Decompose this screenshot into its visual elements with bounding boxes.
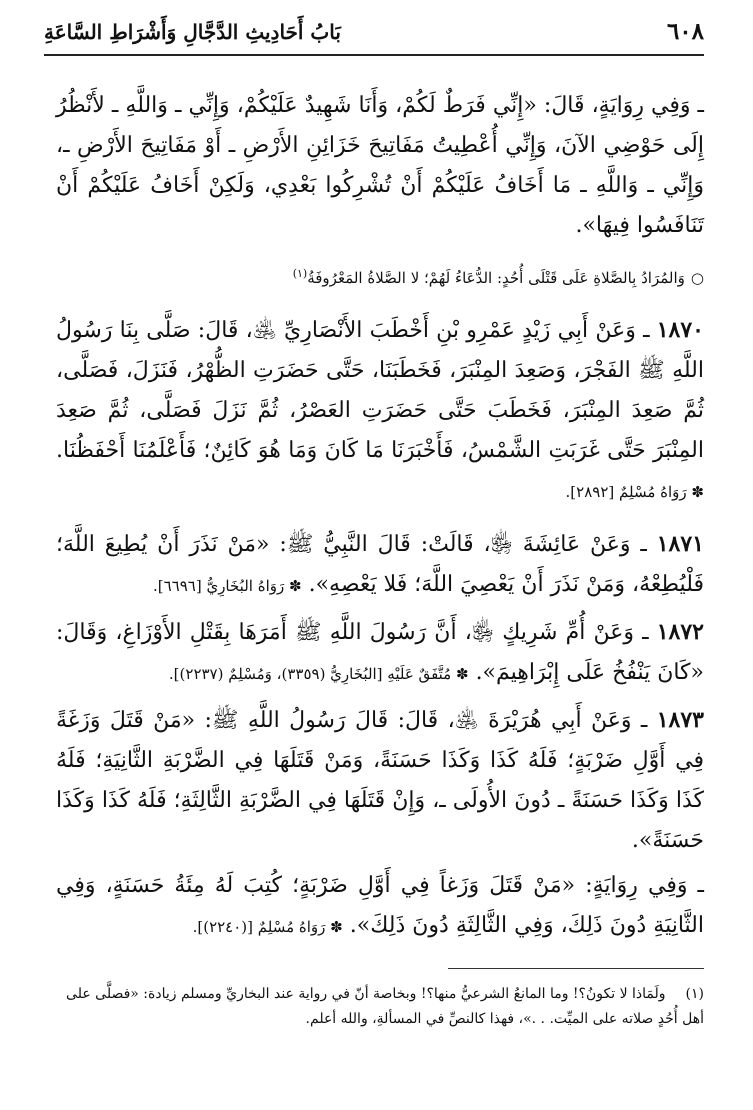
hadith-text: ـ وَعَنْ أَبِي زَيْدٍ عَمْرِو بْنِ أَخْطَبَ الأَنْصَارِيِّ ﵁، قَالَ: صَلَّى بِنَا رَسُولُ اللَّهِ ﷺ الفَجْرَ، وَصَعِدَ المِنْبَرَ، فَخَطَبَنَا، حَتَّى حَضَرَتِ الظُّهْرُ، فَنَزَلَ، فَصَلَّى، ثُمَّ صَعِدَ المِنْبَرَ، فَخَطَبَ حَتَّى حَضَرَتِ العَصْرُ، ثُمَّ نَزَلَ فَصَلَّى، ثُمَّ صَعِدَ المِنْبَرَ حَتَّى غَرَبَتِ الشَّمْسُ، فَأَخْبَرَنَا مَا كَانَ وَمَا هُوَ كَائِنٌ؛ فَأَعْلَمُنَا أَحْفَظُنَا.	[56, 318, 704, 463]
chapter-title: بَابُ أَحَادِيثِ الدَّجَّالِ وَأَشْرَاطِ السَّاعَةِ	[44, 20, 341, 44]
hadith-source: ✽ رَوَاهُ مُسْلِمٌ [٢٨٩٢].	[565, 483, 704, 501]
hadith-source: ✽ رَوَاهُ البُخَارِيُّ [٦٦٩٦].	[152, 577, 302, 595]
page-header	[44, 18, 704, 56]
footnote-divider	[448, 968, 704, 969]
note-text: وَالمُرَادُ بِالصَّلاةِ عَلَى قَتْلَى أُحُدٍ: الدُّعَاءُ لَهُمْ؛ لا الصَّلاةُ المَعْرُوفَةُ	[307, 269, 685, 287]
hadith-number: ١٨٧١	[656, 531, 704, 557]
hadith-source: ✽ مُتَّفَقٌ عَلَيْهِ [البُخَارِيُّ (٣٣٥٩)، وَمُسْلِمٌ (٢٢٣٧)].	[168, 665, 469, 683]
hadith-1873	[56, 700, 704, 861]
riwaya-2-source: ✽ رَوَاهُ مُسْلِمٌ [(٢٢٤٠)].	[192, 918, 343, 936]
footnote-text: ولَمَاذا لا تكونُ؟! وما المانعُ الشرعيُّ منها؟! وبخاصة أنّ في رواية عند البخاريِّ ومسلم زيادة: «فصلَّى على أهل أُحُدٍ صلاته على الميِّت. . .»، فهذا كالنصِّ في المسألةِ، والله أعلم.	[66, 986, 704, 1027]
footnote-ref: (١)	[292, 267, 308, 280]
hadith-number: ١٨٧٣	[656, 707, 704, 733]
circle-bullet-icon: ○	[690, 269, 704, 287]
hadith-number: ١٨٧٢	[656, 619, 704, 645]
footnote-marker: (١)	[685, 986, 704, 1002]
hadith-text: ـ وَعَنْ عَائِشَةَ ﵂، قَالَتْ: قَالَ النَّبِيُّ ﷺ: «مَنْ نَذَرَ أَنْ يُطِيعَ اللَّهَ؛ فَلْيُطِعْهُ، وَمَنْ نَذَرَ أَنْ يَعْصِيَ اللَّهَ؛ فَلا يَعْصِهِ».	[56, 532, 704, 597]
hadith-1871	[56, 524, 704, 606]
riwaya-text: ـ وَفِي رِوَايَةٍ، قَالَ: «إِنِّي فَرَطٌ لَكُمْ، وَأَنَا شَهِيدٌ عَلَيْكُمْ، وَإِنِّي ـ وَاللَّهِ ـ لأَنْظُرُ إِلَى حَوْضِي الآنَ، وَإِنِّي أُعْطِيتُ مَفَاتِيحَ خَزَائِنِ الأَرْضِ ـ أَوْ مَفَاتِيحَ الأَرْضِ ـ، وَإِنِّي ـ وَاللَّهِ ـ مَا أَخَافُ عَلَيْكُمْ أَنْ تُشْرِكُوا بَعْدِي، وَلَكِنْ أَخَافُ عَلَيْكُمْ أَنْ تَنَافَسُوا فِيهَا».	[56, 93, 705, 238]
riwaya-paragraph	[56, 86, 704, 246]
hadith-text: ـ وَعَنْ أَبِي هُرَيْرَةَ ﵁، قَالَ: قَالَ رَسُولُ اللَّهِ ﷺ: «مَنْ قَتَلَ وَزَغَةً فِي أَوَّلِ ضَرْبَةٍ؛ فَلَهُ كَذَا وَكَذَا حَسَنَةً، وَمَنْ قَتَلَهَا فِي الضَّرْبَةِ الثَّانِيَةِ؛ فَلَهُ كَذَا وَكَذَا حَسَنَةً ـ دُونَ الأُولَى ـ، وَإِنْ قَتَلَهَا فِي الضَّرْبَةِ الثَّالِثَةِ؛ فَلَهُ كَذَا وَكَذَا حَسَنَةً».	[56, 708, 704, 853]
riwaya-2-paragraph	[56, 866, 704, 947]
hadith-1870	[56, 310, 704, 512]
hadith-1872	[56, 612, 704, 694]
hadith-number: ١٨٧٠	[656, 317, 704, 343]
hadith-text: ـ وَعَنْ أُمِّ شَرِيكٍ ﵂، أَنَّ رَسُولَ اللَّهِ ﷺ أَمَرَهَا بِقَتْلِ الأَوْزَاغِ، وَقَالَ: «كَانَ يَنْفُخُ عَلَى إِبْرَاهِيمَ».	[56, 620, 704, 685]
riwaya-2-text: ـ وَفِي رِوَايَةٍ: «مَنْ قَتَلَ وَزَغاً فِي أَوَّلِ ضَرْبَةٍ؛ كُتِبَ لَهُ مِئَةُ حَسَنَةٍ، وَفِي الثَّانِيَةِ دُونَ ذَلِكَ، وَفِي الثَّالِثَةِ دُونَ ذَلِكَ».	[56, 873, 704, 938]
page-number: ٦٠٨	[666, 18, 704, 45]
editor-note	[56, 262, 704, 290]
footnote	[56, 982, 704, 1032]
